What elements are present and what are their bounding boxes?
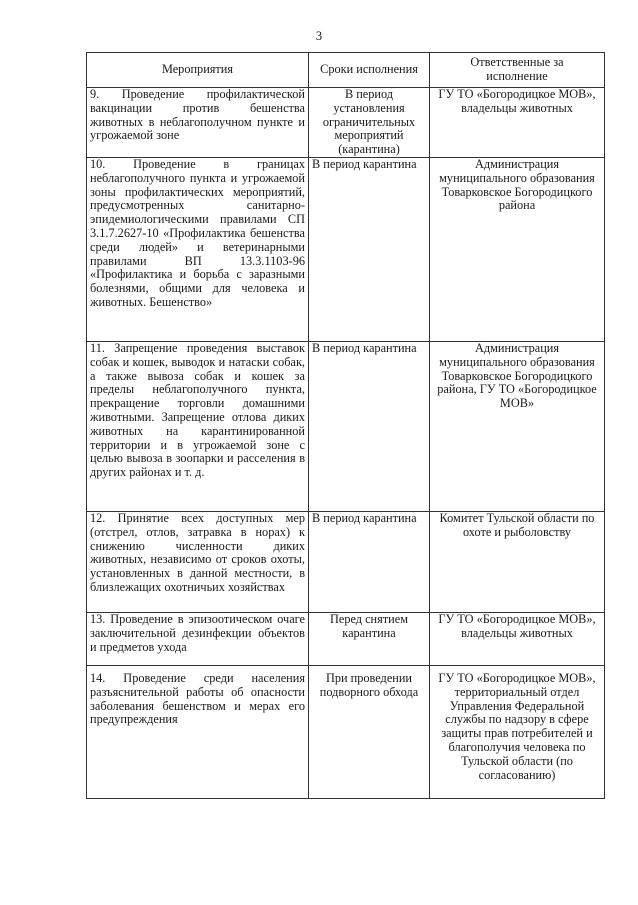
term-cell: Перед снятием карантина bbox=[309, 612, 430, 665]
responsible-cell: Администрация муниципального образования Товарковское Богородицкого района bbox=[430, 157, 605, 341]
activity-cell: 11. Запрещение проведения выставок собак и кошек, выводок и натаски собак, а также вывоза собак и кошек за пределы неблагополучного пункта, прекращение торговли домашними животными. Запрещение отлова диких животных на карантинированной территории и в угрожаемой зоне с целью вывоза в зоопарки и расселения в других районах и т. д. bbox=[87, 341, 309, 511]
responsible-cell: Комитет Тульской области по охоте и рыболовству bbox=[430, 511, 605, 612]
page-number: 3 bbox=[315, 29, 323, 43]
table-row bbox=[87, 88, 605, 158]
activity-cell: 12. Принятие всех доступных мер (отстрел, отлов, затравка в норах) к снижению численности диких животных, независимо от сроков охоты, установленных в данной местности, в близлежащих охотничьих хозяйствах bbox=[87, 511, 309, 612]
table-header-row bbox=[87, 53, 605, 88]
table-row bbox=[87, 665, 605, 798]
header-responsible: Ответственные за исполнение bbox=[430, 53, 605, 88]
term-cell: В период установления ограничительных мероприятий (карантина) bbox=[309, 88, 430, 158]
table-row bbox=[87, 511, 605, 612]
header-terms: Сроки исполнения bbox=[309, 53, 430, 88]
header-activities: Мероприятия bbox=[87, 53, 309, 88]
term-cell: В период карантина bbox=[309, 341, 430, 511]
activity-cell: 10. Проведение в границах неблагополучного пункта и угрожаемой зоны профилактических мероприятий, предусмотренных санитарно-эпидемиологическими правилами СП 3.1.7.2627-10 «Профилактика бешенства среди людей» и ветеринарными правилами ВП 13.3.1103-96 «Профилактика и борьба с заразными болезнями, общими для человека и животных. Бешенство» bbox=[87, 157, 309, 341]
table-row bbox=[87, 612, 605, 665]
term-cell: При проведении подворного обхода bbox=[309, 665, 430, 798]
table-row bbox=[87, 157, 605, 341]
responsible-cell: Администрация муниципального образования Товарковское Богородицкого района, ГУ ТО «Богородицкое МОВ» bbox=[430, 341, 605, 511]
activity-cell: 13. Проведение в эпизоотическом очаге заключительной дезинфекции объектов и предметов ухода bbox=[87, 612, 309, 665]
activity-cell: 9. Проведение профилактической вакцинации против бешенства животных в неблагополучном пункте и угрожаемой зоне bbox=[87, 88, 309, 158]
term-cell: В период карантина bbox=[309, 511, 430, 612]
responsible-cell: ГУ ТО «Богородицкое МОВ», территориальный отдел Управления Федеральной службы по надзору в сфере защиты прав потребителей и благополучия человека по Тульской области (по согласованию) bbox=[430, 665, 605, 798]
measures-table bbox=[86, 52, 605, 799]
responsible-cell: ГУ ТО «Богородицкое МОВ», владельцы животных bbox=[430, 612, 605, 665]
term-cell: В период карантина bbox=[309, 157, 430, 341]
table-row bbox=[87, 341, 605, 511]
activity-cell: 14. Проведение среди населения разъяснительной работы об опасности заболевания бешенством и мерах его предупреждения bbox=[87, 665, 309, 798]
responsible-cell: ГУ ТО «Богородицкое МОВ», владельцы животных bbox=[430, 88, 605, 158]
